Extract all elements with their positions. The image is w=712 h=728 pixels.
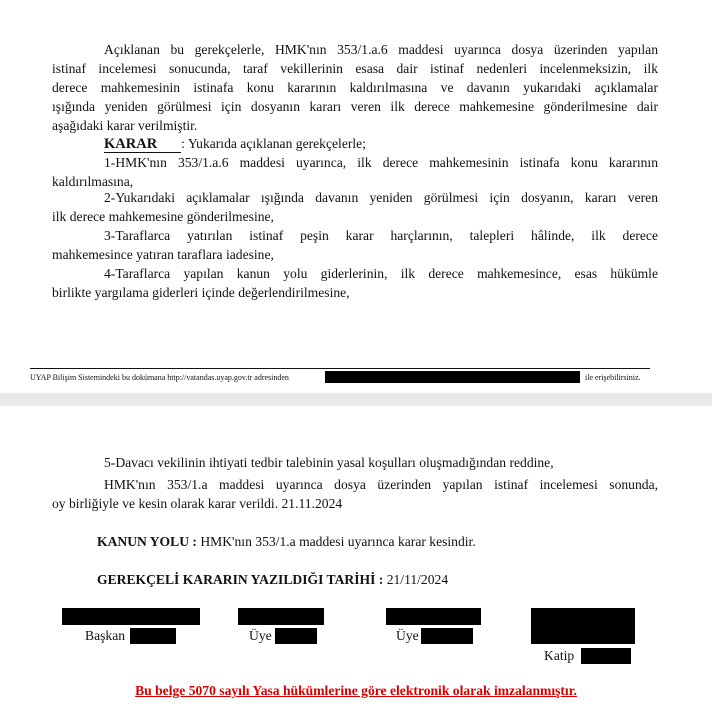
redacted-code (325, 371, 580, 383)
gerekce-label: GEREKÇELİ KARARIN YAZILDIĞI TARİHİ : (97, 572, 384, 587)
redacted-id (581, 648, 631, 664)
footer-access-text: ile erişebilirsiniz. (585, 373, 641, 382)
redacted-id (421, 628, 473, 644)
redacted-name (386, 608, 481, 625)
text-line: aşağıdaki karar verilmiştir. (52, 118, 198, 133)
text-line: 1-HMK'nın 353/1.a.6 maddesi uyarınca, ilk derece mahkemesinin istinafa konu kararının (104, 155, 658, 170)
redacted-id (130, 628, 176, 644)
kanun-yolu-text: HMK'nın 353/1.a maddesi uyarınca karar kesindir. (196, 534, 476, 549)
katip-label: Katip (544, 648, 575, 663)
text-line: birlikte yargılama giderleri içinde değerlendirilmesine, (52, 285, 350, 300)
text-line: HMK'nın 353/1.a maddesi uyarınca dosya üzerinden yapılan istinaf incelemesi sonunda, (104, 477, 658, 492)
text-line: mahkemesince yatıran taraflara iadesine, (52, 247, 274, 262)
text-line: oy birliğiyle ve kesin olarak karar verildi. 21.11.2024 (52, 496, 343, 511)
decision-item-4 (52, 264, 658, 302)
gerekce-date-line (97, 570, 657, 589)
text-line: Açıklanan bu gerekçelerle, HMK'nın 353/1.a.6 maddesi uyarınca dosya üzerinden yapılan (104, 42, 658, 57)
page-gap (0, 393, 712, 406)
decision-item-1 (52, 153, 658, 191)
kanun-yolu-line (97, 532, 657, 551)
kanun-yolu-label: KANUN YOLU : (97, 534, 197, 549)
closing-paragraph (52, 475, 658, 513)
text-line: ilk derece mahkemesine gönderilmesine, (52, 209, 274, 224)
text-line: 3-Taraflarca yatırılan istinaf peşin karar harçlarının, talepleri hâlinde, ilk derece (104, 228, 658, 243)
decision-item-5 (52, 453, 658, 472)
redacted-name (62, 608, 200, 625)
text-line: kaldırılmasına, (52, 174, 134, 189)
footer-uyap-text: UYAP Bilişim Sistemindeki bu dokümana http://vatandas.uyap.gov.tr adresinden (30, 373, 289, 382)
text-line: 2-Yukarıdaki açıklamalar ışığında davanın yeniden görülmesi için dosyanın, kararı veren (104, 190, 658, 205)
redacted-name (238, 608, 324, 625)
uye1-label: Üye (249, 628, 272, 643)
baskan-label: Başkan (85, 628, 126, 643)
text-line: 4-Taraflarca yapılan kanun yolu giderlerinin, ilk derece mahkemesince, esas hükümle (104, 266, 658, 281)
text-line: ışığında yeniden görülmesi için dosyanın kararı veren ilk derece mahkemesine gönderilmesine dair (52, 99, 658, 114)
electronic-signature-notice (0, 683, 712, 699)
text-line: 5-Davacı vekilinin ihtiyati tedbir talebinin yasal koşulları oluşmadığından reddine, (104, 455, 554, 470)
gerekce-date: 21/11/2024 (383, 572, 449, 587)
decision-item-2 (52, 188, 658, 226)
karar-text: : Yukarıda açıklanan gerekçelerle; (181, 136, 366, 151)
reasoning-paragraph (52, 40, 658, 135)
text-line: istinaf incelemesi sonucunda, taraf vekillerinin esasa dair istinaf nedenleri incelenmeksizin, ilk (52, 61, 658, 76)
karar-label: KARAR (104, 136, 181, 153)
redacted-name (531, 608, 635, 644)
decision-item-3 (52, 226, 658, 264)
redacted-id (275, 628, 317, 644)
uye2-label: Üye (396, 628, 419, 643)
esign-text: Bu belge 5070 sayılı Yasa hükümlerine göre elektronik olarak imzalanmıştır. (135, 683, 577, 698)
footer-divider (30, 368, 650, 369)
text-line: derece mahkemesinin istinafa konu kararının kaldırılmasına ve davanın yukarıdaki açıklamalar (52, 80, 658, 95)
karar-heading (52, 134, 658, 154)
